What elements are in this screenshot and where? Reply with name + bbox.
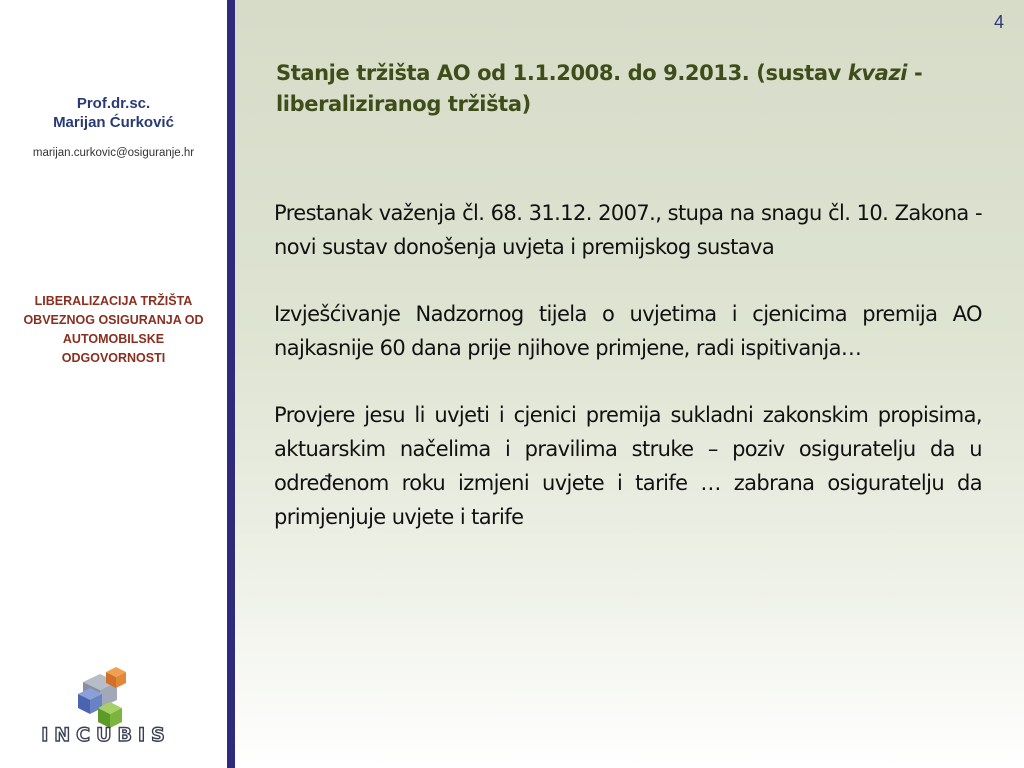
author-email: marijan.curkovic@osiguranje.hr (32, 147, 195, 159)
slide-body (274, 196, 982, 567)
paragraph: Izvješćivanje Nadzornog tijela o uvjetima i cjenicima premija AO najkasnije 60 dana prije njihove primjene, radi ispitivanja… (274, 302, 982, 360)
author-block (0, 94, 227, 132)
slide-title (276, 58, 976, 120)
title-text-end: - (907, 61, 923, 85)
author-title: Prof.dr.sc. (76, 95, 151, 112)
paragraph: Provjere jesu li uvjeti i cjenici premija sukladni zakonskim propisima, aktuarskim načelima i pravilima struke – poziv osiguratelju da u određenom roku izmjeni uvjete i tarife … zabrana osiguratelju da primjenjuje uvjete i tarife (274, 403, 982, 529)
topic-line: OBVEZNOG OSIGURANJA OD (23, 313, 204, 327)
title-line-2: liberaliziranog tržišta) (276, 92, 531, 116)
author-name: Marijan Ćurković (53, 114, 174, 131)
paragraph: Prestanak važenja čl. 68. 31.12. 2007., stupa na snagu čl. 10. Zakona - novi sustav donošenja uvjeta i premijskog sustava (274, 201, 982, 259)
topic-line: ODGOVORNOSTI (61, 351, 166, 365)
logo-wordmark: INCUBIS (41, 724, 171, 746)
topic-line: AUTOMOBILSKE (62, 332, 165, 346)
sidebar (0, 0, 227, 768)
title-italic: kvazi (847, 61, 908, 85)
page-number: 4 (993, 12, 1004, 32)
vertical-divider (227, 0, 235, 768)
title-text: Stanje tržišta AO od 1.1.2008. do 9.2013. (sustav (276, 61, 848, 85)
topic-line: LIBERALIZACIJA TRŽIŠTA (34, 294, 193, 308)
presentation-topic (4, 292, 223, 368)
